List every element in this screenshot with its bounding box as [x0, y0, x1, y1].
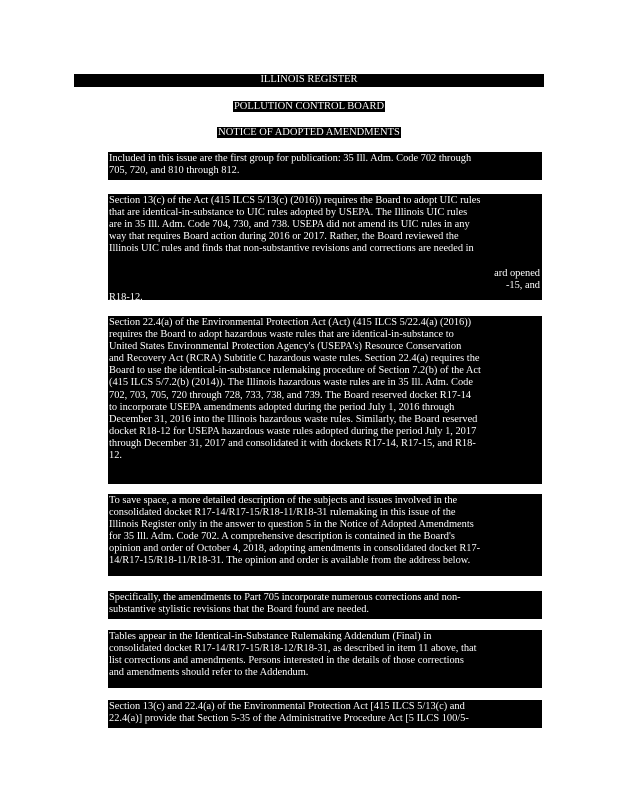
p2-line-6 [109, 255, 542, 267]
p2-line-8: -15, and [505, 279, 540, 291]
p6-line-3: list corrections and amendments. Persons interested in the details of those corrections [109, 655, 464, 667]
register-title [0, 74, 618, 86]
paragraph-1 [108, 152, 542, 180]
p4-line-3: Illinois Register only in the answer to question 5 in the Notice of Adopted Amendments [109, 519, 474, 531]
p4-line-1: To save space, a more detailed description of the subjects and issues involved in the [109, 495, 458, 506]
p2-line-5: Illinois UIC rules and finds that non-substantive revisions and corrections are needed in [109, 243, 474, 255]
p3-line-5: Board to use the identical-in-substance rulemaking procedure of Section 7.2(b) of the Act [109, 365, 481, 377]
p7-line-1: Section 13(c) and 22.4(a) of the Environmental Protection Act [415 ILCS 5/13(c) and [109, 701, 465, 712]
register-title-text: ILLINOIS REGISTER [260, 74, 358, 85]
p3-line-4: and Recovery Act (RCRA) Subtitle C hazardous waste rules. Section 22.4(a) requires the [109, 353, 480, 365]
p4-line-4: for 35 Ill. Adm. Code 702. A comprehensive description is contained in the Board's [109, 531, 455, 543]
paragraph-2 [108, 194, 542, 300]
p6-line-2: consolidated docket R17-14/R17-15/R18-12/R18-31, as described in item 11 above, that [109, 643, 477, 655]
p2-line-1: Section 13(c) of the Act (415 ILCS 5/13(c) (2016)) requires the Board to adopt UIC rules [109, 195, 481, 206]
p2-line-2: that are identical-in-substance to UIC rules adopted by USEPA. The Illinois UIC rules [109, 207, 468, 219]
p2-line-7: ard opened [494, 267, 540, 279]
agency-title [0, 101, 618, 113]
notice-title [0, 127, 618, 139]
p3-line-8: to incorporate USEPA amendments adopted during the period July 1, 2016 through [109, 401, 455, 413]
p3-line-3: United States Environmental Protection Agency's (USEPA's) Resource Conservation [109, 341, 462, 353]
p7-line-2: 22.4(a)] provide that Section 5-35 of the Administrative Procedure Act [5 ILCS 100/5- [109, 713, 469, 725]
p4-line-6: 14/R17-15/R18-11/R18-31. The opinion and order is available from the address below. [109, 555, 471, 567]
agency-title-text: POLLUTION CONTROL BOARD [233, 101, 385, 112]
p1-line-1: Included in this issue are the first group for publication: 35 Ill. Adm. Code 702 through [109, 153, 472, 164]
paragraph-7 [108, 700, 542, 728]
p6-line-4: and amendments should refer to the Addendum. [109, 667, 309, 679]
p4-line-5: opinion and order of October 4, 2018, adopting amendments in consolidated docket R17- [109, 543, 481, 555]
p2-line-9: R18-12. [109, 291, 143, 300]
p4-line-2: consolidated docket R17-14/R17-15/R18-11/R18-31 rulemaking in this issue of the [109, 507, 456, 519]
p3-line-1: Section 22.4(a) of the Environmental Protection Act (Act) (415 ILCS 5/22.4(a) (2016)) [109, 317, 472, 328]
p3-line-11: through December 31, 2017 and consolidated it with dockets R17-14, R17-15, and R18- [109, 437, 476, 449]
p3-line-6: (415 ILCS 5/7.2(b) (2014)). The Illinois hazardous waste rules are in 35 Ill. Adm. Code [109, 377, 473, 389]
paragraph-6 [108, 630, 542, 688]
paragraph-3 [108, 316, 542, 484]
paragraph-4 [108, 494, 542, 576]
p3-line-9: December 31, 2016 into the Illinois hazardous waste rules. Similarly, the Board reserved [109, 413, 478, 425]
notice-title-text: NOTICE OF ADOPTED AMENDMENTS [218, 127, 400, 138]
paragraph-5 [108, 591, 542, 619]
p5-line-2: substantive stylistic revisions that the Board found are needed. [109, 604, 369, 616]
p6-line-1: Tables appear in the Identical-in-Substance Rulemaking Addendum (Final) in [109, 631, 432, 642]
p3-line-2: requires the Board to adopt hazardous waste rules that are identical-in-substance to [109, 329, 454, 341]
p3-line-7: 702, 703, 705, 720 through 728, 733, 738, and 739. The Board reserved docket R17-14 [109, 389, 471, 401]
p5-line-1: Specifically, the amendments to Part 705 incorporate numerous corrections and non- [109, 592, 461, 603]
p2-line-3: are in 35 Ill. Adm. Code 704, 730, and 738. USEPA did not amend its UIC rules in any [109, 219, 470, 231]
p1-line-2: 705, 720, and 810 through 812. [109, 165, 240, 177]
p3-line-10: docket R18-12 for USEPA hazardous waste rules adopted during the period July 1, 2017 [109, 425, 477, 437]
p2-line-4: way that requires Board action during 2016 or 2017. Rather, the Board reviewed the [109, 231, 459, 243]
p3-line-12: 12. [109, 450, 122, 462]
